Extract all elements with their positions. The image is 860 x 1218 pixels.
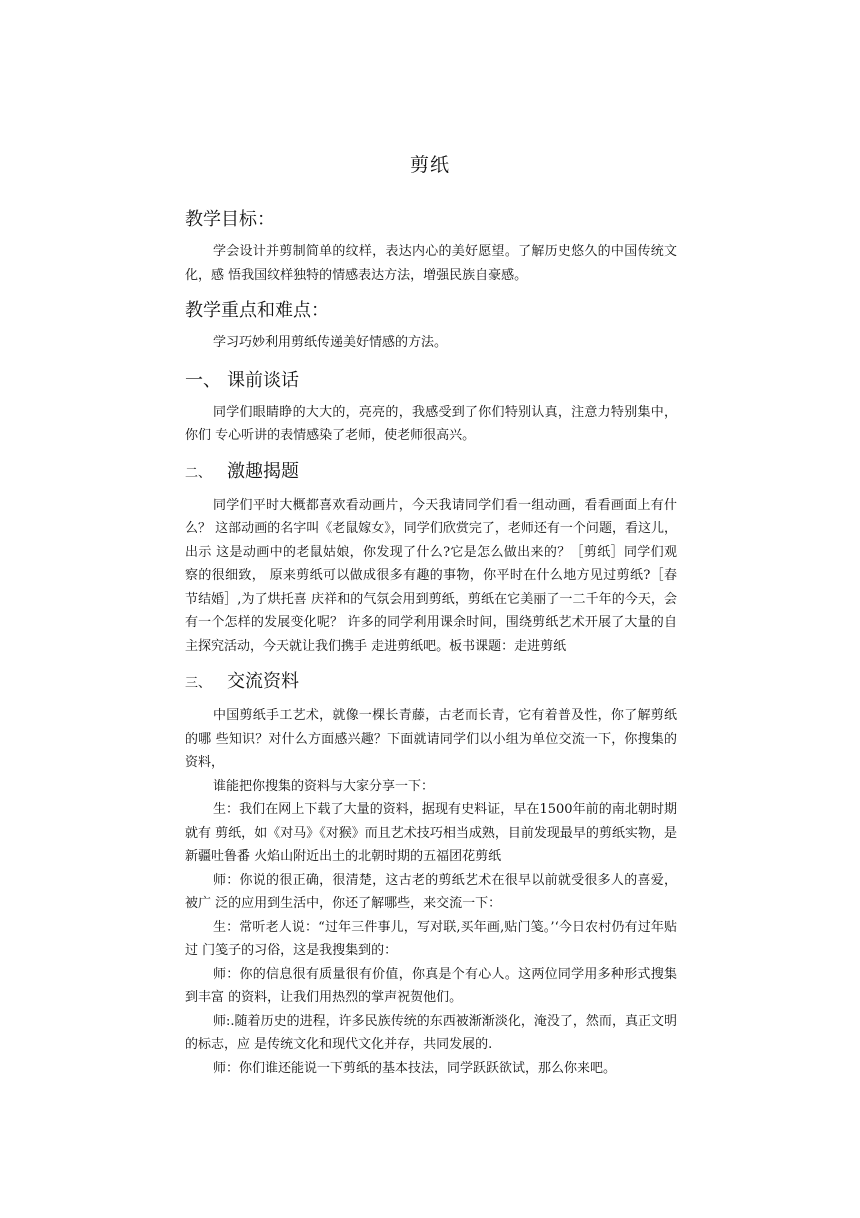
section-heading-text: 课前谈话: [227, 369, 299, 391]
section-introduce-topic: [185, 458, 677, 659]
paragraph: 同学们平时大概都喜欢看动画片，今天我请同学们看一组动画，看看画面上有什么？ 这部动画的名字叫《老鼠嫁女》，同学们欣赏完了，老师还有一个问题，看这儿，出示 这是动画中的老鼠姑娘，你发现了什么?它是怎么做出来的？［剪纸］同学们观察的很细致， 原来剪纸可以做成很多有趣的事物，你平时在什么地方见过剪纸?［春节结婚］,为了烘托喜 庆祥和的气氛会用到剪纸，剪纸在它美丽了一二千年的今天，会有一个怎样的发展变化呢？ 许多的同学利用课余时间，围绕剪纸艺术开展了大量的自主探究活动，今天就让我们携手 走进剪纸吧。板书课题：走进剪纸: [185, 497, 677, 654]
section-heading: 教学目标：: [185, 209, 275, 230]
paragraph: 谁能把你搜集的资料与大家分享一下：: [213, 778, 435, 794]
section-heading: 教学重点和难点：: [185, 300, 329, 321]
paragraph: 同学们眼睛睁的大大的，亮亮的，我感受到了你们特别认真，注意力特别集中，你们 专心听讲的表情感染了老师，使老师很高兴。: [185, 404, 677, 443]
document-body: [185, 206, 677, 1088]
section-number: 二、: [185, 465, 212, 481]
section-pre-class-talk: [185, 367, 677, 448]
section-heading: [185, 668, 677, 698]
section-teaching-goals: [185, 206, 677, 287]
paragraph: 中国剪纸手工艺术，就像一棵长青藤，古老而长青，它有着普及性，你了解剪纸的哪 些知识？对什么方面感兴趣？下面就请同学们以小组为单位交流一下，你搜集的资料，: [185, 708, 677, 770]
section-heading: [185, 367, 677, 395]
section-number: 一、: [185, 369, 221, 391]
paragraph: 师:.随着历史的进程，许多民族传统的东西被渐渐淡化，淹没了，然而，真正文明的标志，应 是传统文化和现代文化并存，共同发展的.: [185, 1013, 677, 1052]
section-heading-text: 激趣揭题: [227, 460, 299, 482]
section-key-points: [185, 297, 677, 355]
paragraph: 学会设计并剪制简单的纹样，表达内心的美好愿望。了解历史悠久的中国传统文化，感 悟我国纹样独特的情感表达方法，增强民族自豪感。: [185, 244, 677, 283]
paragraph: 生：常听老人说：“过年三件事儿，写对联,买年画,贴门笺。’‘今日农村仍有过年贴过 门笺子的习俗，这是我搜集到的：: [185, 919, 677, 958]
section-heading-text: 交流资料: [227, 671, 299, 692]
section-exchange-materials: [185, 668, 677, 1080]
section-heading: [185, 458, 677, 488]
paragraph: 生：我们在网上下载了大量的资料，据现有史料证，早在1500年前的南北朝时期就有 剪纸，如《对马》《对猴》而且艺术技巧相当成熟，目前发现最早的剪纸实物，是新疆吐鲁番 火焰山附近出土的北朝时期的五福团花剪纸: [185, 802, 677, 864]
paragraph: 师：你说的很正确，很清楚，这古老的剪纸艺术在很早以前就受很多人的喜爱，被广 泛的应用到生活中，你还了解哪些，来交流一下：: [185, 872, 677, 911]
document-title: 剪纸: [409, 154, 450, 176]
paragraph: 师：你们谁还能说一下剪纸的基本技法，同学跃跃欲试，那么你来吧。: [213, 1060, 617, 1076]
paragraph: 师：你的信息很有质量很有价值，你真是个有心人。这两位同学用多种形式搜集到丰富 的资料，让我们用热烈的掌声祝贺他们。: [185, 966, 677, 1005]
section-number: 三、: [185, 676, 212, 691]
paragraph: 学习巧妙利用剪纸传递美好情感的方法。: [213, 335, 448, 350]
